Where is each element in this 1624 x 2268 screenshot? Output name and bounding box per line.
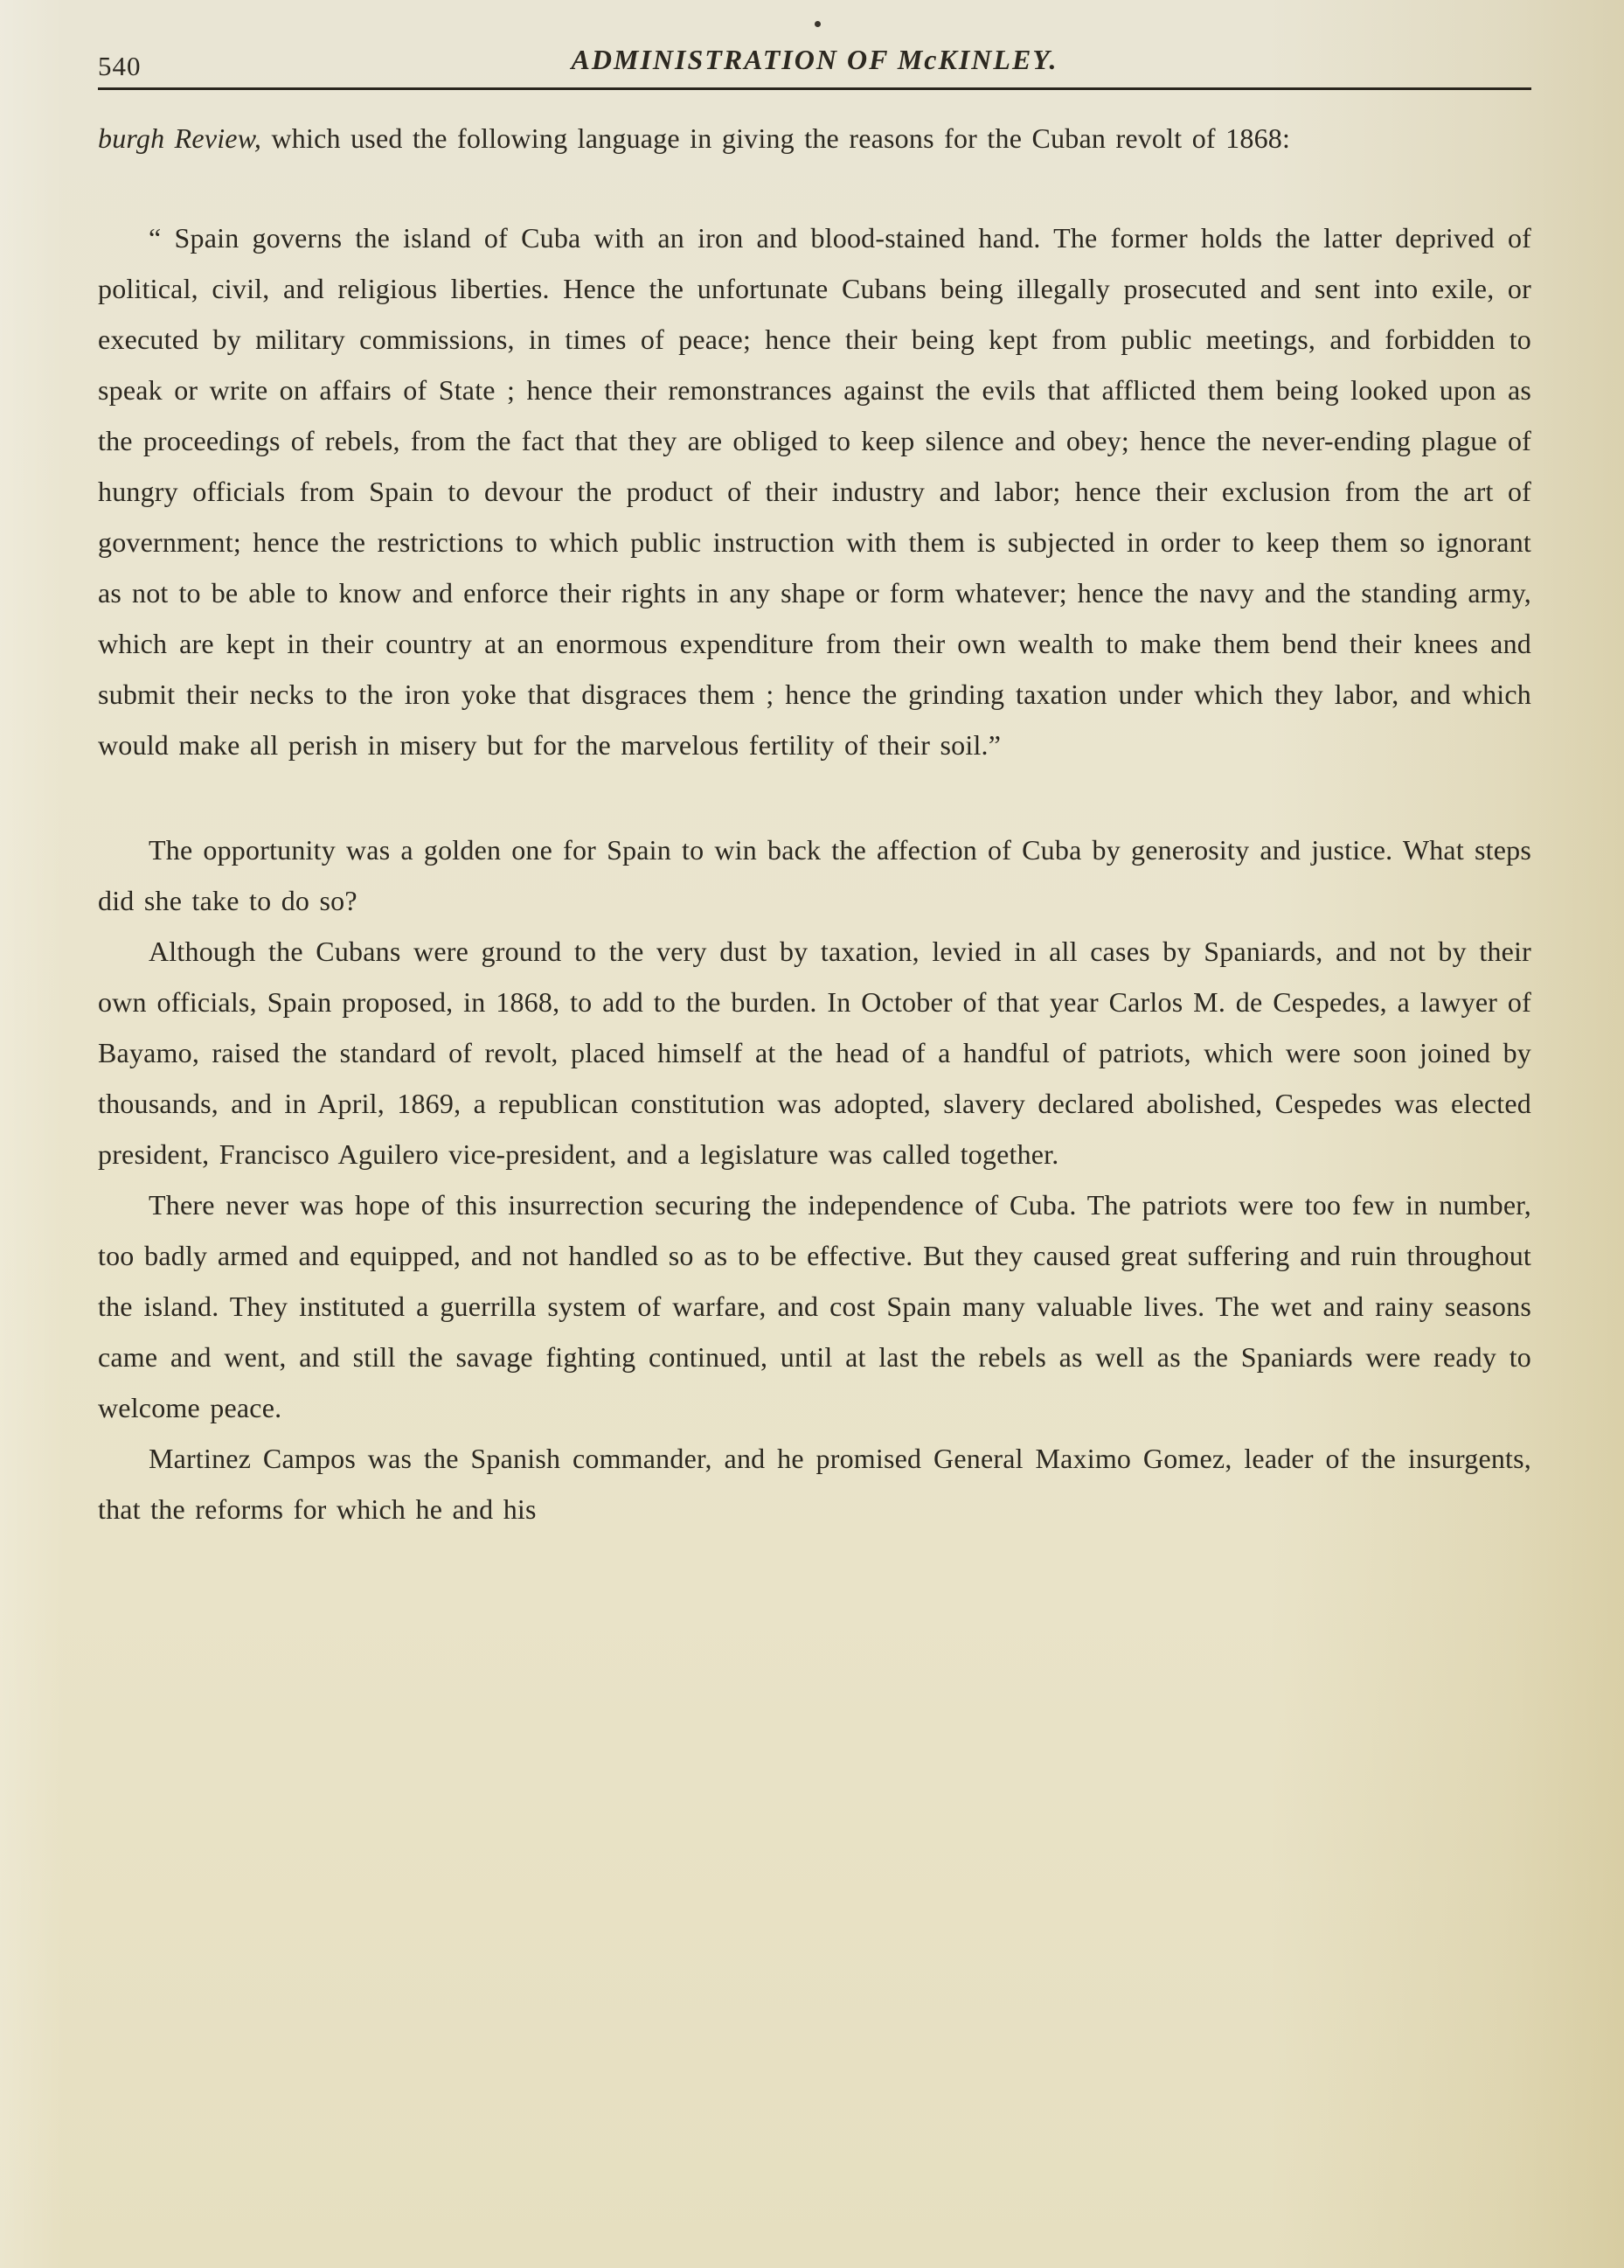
page-body [98, 113, 1531, 1534]
opening-italic-lead: burgh Review, [98, 122, 262, 154]
paragraph-martinez-campos: Martinez Campos was the Spanish commander, and he promised General Maximo Gomez, leader of the insurgents, that the reforms for which he and his [98, 1443, 1531, 1525]
page-number: 540 [98, 51, 142, 81]
block-quote-paragraph: “ Spain governs the island of Cuba with an iron and blood-stained hand. The former holds the latter deprived of political, civil, and religious liberties. Hence the unfortunate Cubans being illegally prosecuted and sent into exile, or executed by military commissions, in times of peace; hence their being kept from public meetings, and forbidden to speak or write on affairs of State ; hence their remonstrances against the evils that afflicted them being looked upon as the proceedings of rebels, from the fact that they are obliged to keep silence and obey; hence the never-ending plague of hungry officials from Spain to devour the product of their industry and labor; hence their exclusion from the art of government; hence the restrictions to which public instruction with them is subjected in order to keep them so ignorant as not to be able to know and enforce their rights in any shape or form whatever; hence the navy and the standing army, which are kept in their country at an enormous expenditure from their own wealth to make them bend their knees and submit their necks to the iron yoke that disgraces them ; hence the grinding taxation under which they labor, and which would make all perish in misery but for the marvelous fertility of their soil.” [98, 222, 1531, 761]
opening-paragraph [98, 113, 1531, 163]
opening-text: which used the following language in giving the reasons for the Cuban revolt of 1868: [261, 122, 1291, 154]
ink-speck [815, 21, 821, 27]
page-header [98, 35, 1531, 84]
header-rule [98, 87, 1531, 90]
paragraph-insurrection: There never was hope of this insurrection securing the independence of Cuba. The patriots were too few in number, too badly armed and equipped, and not handled so as to be effective. But they caused great suffering and ruin throughout the island. They instituted a guerrilla system of warfare, and cost Spain many valuable lives. The wet and rainy seasons came and went, and still the savage fighting continued, until at last the rebels as well as the Spaniards were ready to welcome peace. [98, 1189, 1531, 1423]
page-title: ADMINISTRATION OF McKINLEY. [571, 44, 1058, 75]
paragraph-opportunity: The opportunity was a golden one for Spain to win back the affection of Cuba by generosity and justice. What steps did she take to do so? [98, 834, 1531, 916]
paragraph-cespedes-revolt: Although the Cubans were ground to the very dust by taxation, levied in all cases by Spaniards, and not by their own officials, Spain proposed, in 1868, to add to the burden. In October of that year Carlos M. de Cespedes, a lawyer of Bayamo, raised the standard of revolt, placed himself at the head of a handful of patriots, which were soon joined by thousands, and in April, 1869, a republican constitution was adopted, slavery declared abolished, Cespedes was elected president, Francisco Aguilero vice-president, and a legislature was called together. [98, 936, 1531, 1170]
